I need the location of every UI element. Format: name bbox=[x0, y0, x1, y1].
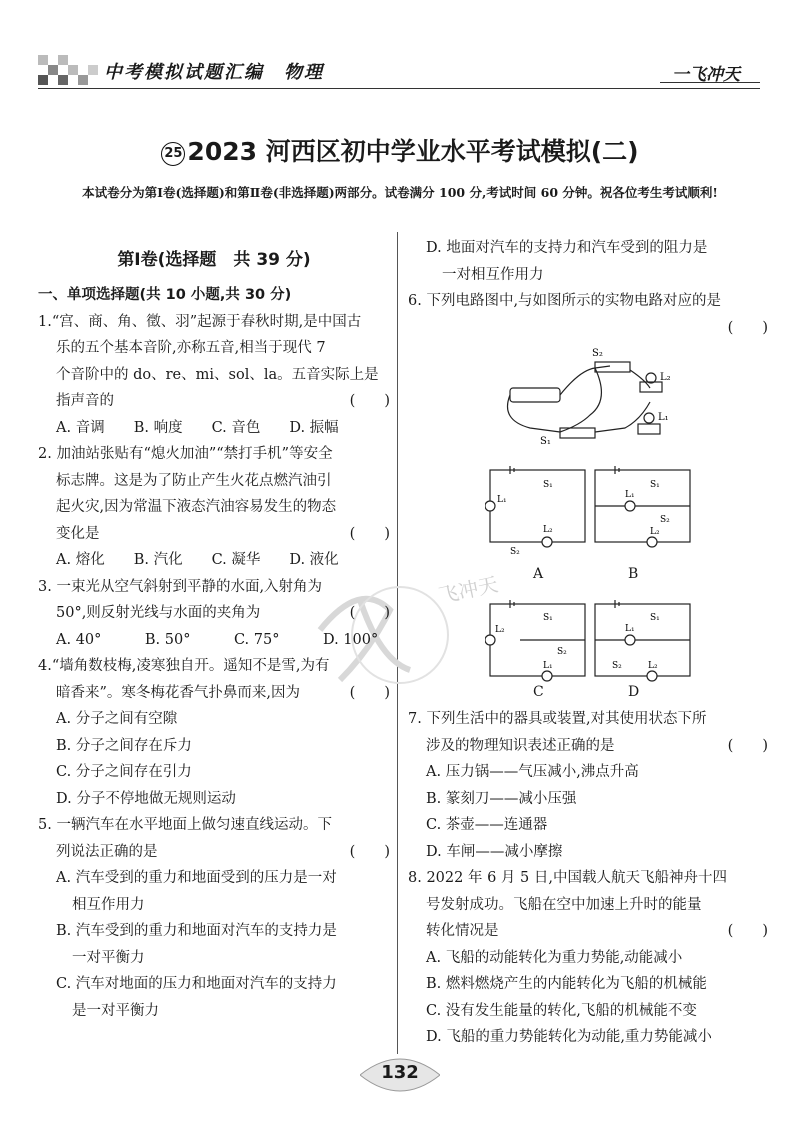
answer-blank[interactable]: ( ) bbox=[349, 605, 390, 621]
q5-line: 5. 一辆汽车在水平地面上做匀速直线运动。下 bbox=[38, 817, 332, 833]
q6-line: 6. 下列电路图中,与如图所示的实物电路对应的是 bbox=[408, 293, 722, 309]
q8-option-d: D. 飞船的重力势能转化为动能,重力势能减小 bbox=[426, 1029, 712, 1045]
q7-option-c: C. 茶壶——连通器 bbox=[426, 817, 548, 833]
answer-blank[interactable]: ( ) bbox=[727, 737, 768, 754]
exam-number-badge: 25 bbox=[161, 142, 185, 166]
option-a-label: A bbox=[533, 566, 544, 582]
q8-option-c: C. 没有发生能量的转化,飞船的机械能不变 bbox=[426, 1002, 697, 1019]
q8-line: 8. 2022 年 6 月 5 日,中国载人航天飞船神舟十四 bbox=[408, 870, 727, 886]
question-1 bbox=[38, 309, 390, 442]
q2-line: 标志牌。这是为了防止产生火花点燃汽油引 bbox=[56, 472, 332, 489]
q5-option-d: D. 地面对汽车的支持力和汽车受到的阻力是 bbox=[426, 240, 708, 256]
q6-line bbox=[408, 315, 768, 342]
question-6 bbox=[408, 288, 768, 341]
option-d-label: D bbox=[628, 684, 640, 700]
q5-line: 列说法正确的是 ( ) bbox=[38, 839, 390, 866]
q8-option-a: A. 飞船的动能转化为重力势能,动能减小 bbox=[426, 949, 683, 966]
q5-option-d-cont: 一对相互作用力 bbox=[442, 266, 544, 283]
subsection-heading: 一、单项选择题(共 10 小题,共 30 分) bbox=[38, 287, 292, 303]
q1-line: 乐的五个基本音阶,亦称五音,相当于现代 7 bbox=[56, 340, 326, 356]
right-column-lower bbox=[408, 706, 768, 1051]
section-heading: 第Ⅰ卷(选择题 共 39 分) bbox=[117, 250, 311, 270]
question-4 bbox=[38, 653, 390, 812]
q1-line: 1.“宫、商、角、徵、羽”起源于春秋时期,是中国古 bbox=[38, 313, 362, 330]
q1-line: 指声音的 ( ) bbox=[38, 388, 390, 415]
fig-label-l1: L₁ bbox=[658, 412, 669, 423]
q3-line: 3. 一束光从空气斜射到平静的水面,入射角为 bbox=[38, 578, 323, 595]
q4-option-b: B. 分子之间存在斥力 bbox=[56, 737, 192, 754]
page-title-text: 2023 河西区初中学业水平考试模拟(二) bbox=[187, 137, 639, 166]
question-8 bbox=[408, 865, 768, 1051]
watermark-text: 飞冲天 bbox=[436, 571, 501, 608]
q5-option-b-cont: 一对平衡力 bbox=[72, 949, 145, 966]
fig-label-s2: S₂ bbox=[592, 348, 603, 359]
page-title bbox=[0, 132, 800, 168]
circuit-option-c bbox=[485, 596, 595, 691]
option-c-label: C bbox=[533, 684, 544, 700]
q5-option-c: C. 汽车对地面的压力和地面对汽车的支持力 bbox=[56, 976, 337, 992]
question-7 bbox=[408, 706, 768, 865]
b-label-s2: S₂ bbox=[660, 515, 670, 525]
q7-line: 涉及的物理知识表述正确的是 ( ) bbox=[408, 733, 768, 760]
c-label-l1: L₁ bbox=[543, 661, 553, 671]
circuit-option-d bbox=[590, 596, 700, 691]
q5-option-a-cont: 相互作用力 bbox=[72, 896, 145, 913]
q2-line: 变化是 ( ) bbox=[38, 521, 390, 548]
q8-option-b: B. 燃料燃烧产生的内能转化为飞船的机械能 bbox=[426, 976, 707, 992]
header-brand: 一飞冲天 bbox=[672, 65, 740, 85]
answer-blank[interactable]: ( ) bbox=[349, 393, 390, 409]
q3-options: A. 40° B. 50° C. 75° D. 100° bbox=[56, 631, 379, 648]
a-label-s1: S₁ bbox=[543, 480, 553, 490]
b-label-l2: L₂ bbox=[650, 527, 660, 537]
a-label-l2: L₂ bbox=[543, 525, 553, 535]
a-label-s2: S₂ bbox=[510, 547, 520, 557]
q4-option-a: A. 分子之间有空隙 bbox=[56, 711, 178, 727]
question-2 bbox=[38, 441, 390, 574]
q2-line: 2. 加油站张贴有“熄火加油”“禁打手机”等安全 bbox=[38, 446, 333, 462]
q5-option-b: B. 汽车受到的重力和地面对汽车的支持力是 bbox=[56, 923, 337, 939]
q7-option-a: A. 压力锅——气压减小,沸点升高 bbox=[426, 764, 639, 780]
fig-label-l2: L₂ bbox=[660, 372, 671, 383]
left-column bbox=[38, 248, 390, 1024]
q7-option-d: D. 车闸——减小摩擦 bbox=[426, 843, 563, 860]
header-title: 中考模拟试题汇编 物理 bbox=[104, 62, 324, 83]
circuit-option-b bbox=[590, 462, 700, 557]
real-circuit-figure bbox=[500, 340, 680, 450]
page-number: 132 bbox=[381, 1062, 419, 1083]
q5-option-a: A. 汽车受到的重力和地面受到的压力是一对 bbox=[56, 870, 337, 886]
right-column bbox=[408, 235, 768, 341]
circuit-option-a bbox=[485, 462, 595, 557]
d-label-l1: L₁ bbox=[625, 624, 635, 634]
c-label-l2: L₂ bbox=[495, 625, 505, 635]
q2-options: A. 熔化 B. 汽化 C. 凝华 D. 液化 bbox=[56, 552, 339, 568]
b-label-l1: L₁ bbox=[625, 490, 635, 500]
answer-blank[interactable]: ( ) bbox=[727, 923, 768, 939]
q7-line: 7. 下列生活中的器具或装置,对其使用状态下所 bbox=[408, 711, 707, 727]
q7-option-b: B. 篆刻刀——减小压强 bbox=[426, 790, 577, 807]
d-label-l2: L₂ bbox=[648, 661, 658, 671]
answer-blank[interactable]: ( ) bbox=[349, 525, 390, 542]
answer-blank[interactable]: ( ) bbox=[349, 843, 390, 860]
q4-line: 4.“墙角数枝梅,凌寒独自开。遥知不是雪,为有 bbox=[38, 658, 330, 674]
q1-options: A. 音调 B. 响度 C. 音色 D. 振幅 bbox=[56, 419, 339, 436]
answer-blank[interactable]: ( ) bbox=[727, 319, 768, 336]
q2-line: 起火灾,因为常温下液态汽油容易发生的物态 bbox=[56, 499, 337, 515]
q4-option-d: D. 分子不停地做无规则运动 bbox=[56, 790, 236, 807]
header-rule bbox=[38, 88, 760, 89]
header-rule-short bbox=[660, 82, 760, 83]
fig-label-s1: S₁ bbox=[540, 436, 551, 447]
option-b-label: B bbox=[628, 566, 639, 582]
q8-line: 转化情况是 ( ) bbox=[408, 918, 768, 945]
answer-blank[interactable]: ( ) bbox=[349, 684, 390, 701]
d-label-s2: S₂ bbox=[612, 661, 622, 671]
d-label-s1: S₁ bbox=[650, 613, 660, 623]
q3-line: 50°,则反射光线与水面的夹角为 ( ) bbox=[38, 600, 390, 627]
q4-option-c: C. 分子之间存在引力 bbox=[56, 764, 192, 780]
c-label-s2: S₂ bbox=[557, 647, 567, 657]
question-5 bbox=[38, 812, 390, 1024]
exam-instructions: 本试卷分为第Ⅰ卷(选择题)和第Ⅱ卷(非选择题)两部分。试卷满分 100 分,考试时间 60 分钟。祝各位考生考试顺利! bbox=[82, 185, 718, 200]
question-3 bbox=[38, 574, 390, 654]
b-label-s1: S₁ bbox=[650, 480, 660, 490]
q1-line: 个音阶中的 do、re、mi、sol、la。五音实际上是 bbox=[56, 366, 379, 383]
q5-option-c-cont: 是一对平衡力 bbox=[72, 1002, 159, 1019]
q4-line: 暗香来”。寒冬梅花香气扑鼻而来,因为 ( ) bbox=[38, 680, 390, 707]
header-checker-logo bbox=[38, 55, 100, 91]
c-label-s1: S₁ bbox=[543, 613, 553, 623]
a-label-l1: L₁ bbox=[497, 495, 507, 505]
q8-line: 号发射成功。飞船在空中加速上升时的能量 bbox=[426, 896, 702, 913]
